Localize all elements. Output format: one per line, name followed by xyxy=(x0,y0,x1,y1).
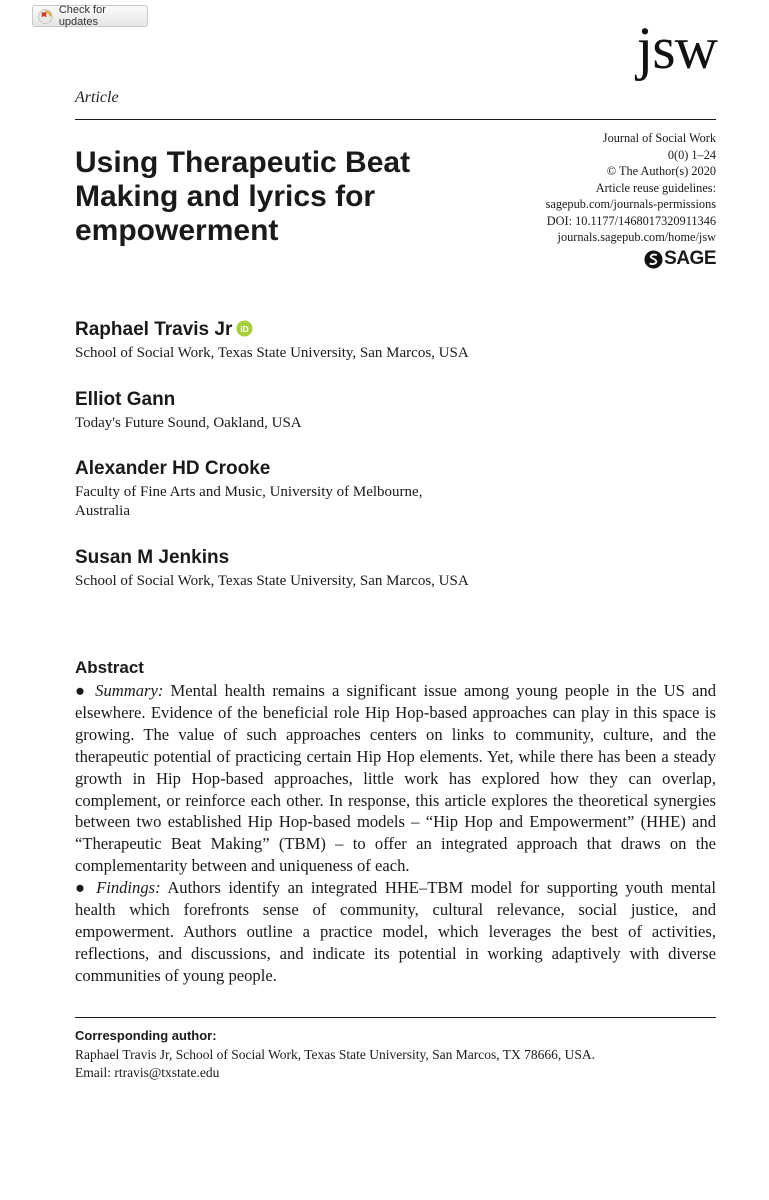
findings-label: Findings: xyxy=(96,878,161,898)
bullet: ● xyxy=(75,878,89,898)
doi[interactable]: DOI: 10.1177/1468017320911346 xyxy=(546,213,716,228)
author-affiliation: Faculty of Fine Arts and Music, University of Melbourne, Australia xyxy=(75,484,423,519)
abstract-heading: Abstract xyxy=(75,658,144,677)
abstract-body xyxy=(75,680,716,987)
author-name: Susan M Jenkins xyxy=(75,547,230,568)
copyright: © The Author(s) 2020 xyxy=(606,164,716,178)
author-affiliation: Today's Future Sound, Oakland, USA xyxy=(75,415,302,431)
check-for-updates-button[interactable] xyxy=(32,5,148,27)
corresponding-heading: Corresponding author: xyxy=(75,1028,217,1043)
journal-metadata xyxy=(546,130,716,246)
journal-name: Journal of Social Work xyxy=(602,131,716,145)
article-type: Article xyxy=(75,89,119,106)
check-for-updates-label: Check for updates xyxy=(58,4,106,28)
author-name xyxy=(75,319,253,341)
check-updates-icon xyxy=(38,9,53,24)
corresponding-email[interactable]: Email: rtravis@txstate.edu xyxy=(75,1064,220,1080)
sage-icon xyxy=(644,250,663,269)
svg-text:iD: iD xyxy=(240,323,250,334)
corresponding-address: Raphael Travis Jr, School of Social Work, Texas State University, San Marcos, TX 78666, USA. xyxy=(75,1047,596,1062)
footer-divider xyxy=(75,1017,716,1018)
author-name-text: Raphael Travis Jr xyxy=(75,319,233,340)
journal-issue: 0(0) 1–24 xyxy=(667,147,716,162)
article-title: Using Therapeutic Beat Making and lyrics for empowerment xyxy=(75,146,411,247)
orcid-icon[interactable] xyxy=(236,320,253,337)
summary-label: Summary: xyxy=(95,681,164,700)
publisher-name: SAGE xyxy=(664,248,716,269)
author-affiliation: School of Social Work, Texas State University, San Marcos, USA xyxy=(75,345,469,361)
reuse-label: Article reuse guidelines: xyxy=(595,180,716,195)
author-name: Elliot Gann xyxy=(75,389,176,410)
author-name: Alexander HD Crooke xyxy=(75,458,271,479)
author-affiliation: School of Social Work, Texas State University, San Marcos, USA xyxy=(75,573,469,589)
findings-text: Authors identify an integrated HHE–TBM model for supporting youth mental health which forefronts sense of community, cultural relevance, social justice, and empowerment. Authors outline a practice model, which leverages the best of activities, reflections, and discussions, and indicate its potential in working adaptively with diverse communities of young people. xyxy=(75,878,716,985)
abstract-findings xyxy=(75,877,716,987)
journal-logo: jsw xyxy=(636,15,717,81)
journal-home-link[interactable]: journals.sagepub.com/home/jsw xyxy=(557,230,716,244)
reuse-link[interactable]: sagepub.com/journals-permissions xyxy=(545,197,716,211)
header-divider xyxy=(75,119,716,120)
corresponding-details xyxy=(75,1046,716,1081)
summary-text: Mental health remains a significant issue among young people in the US and elsewhere. Evidence of the beneficial role Hip Hop-based approaches can play in this space is growing. The value of such approaches centers on links to community, culture, and the therapeutic potential of practicing certain Hip Hop elements. Yet, while there has been a steady growth in Hip Hop-based approaches, little work has explored how they can overlap, complement, or reinforce each other. In response, this article explores the theoretical synergies between two established Hip Hop-based models – “Hip Hop and Empowerment” (HHE) and “Therapeutic Beat Making” (TBM) – to offer an integrated approach that draws on the complementarity between and uniqueness of each. xyxy=(75,681,716,876)
bullet: ● xyxy=(75,681,89,700)
abstract-summary xyxy=(75,680,716,877)
publisher-logo xyxy=(644,248,716,270)
